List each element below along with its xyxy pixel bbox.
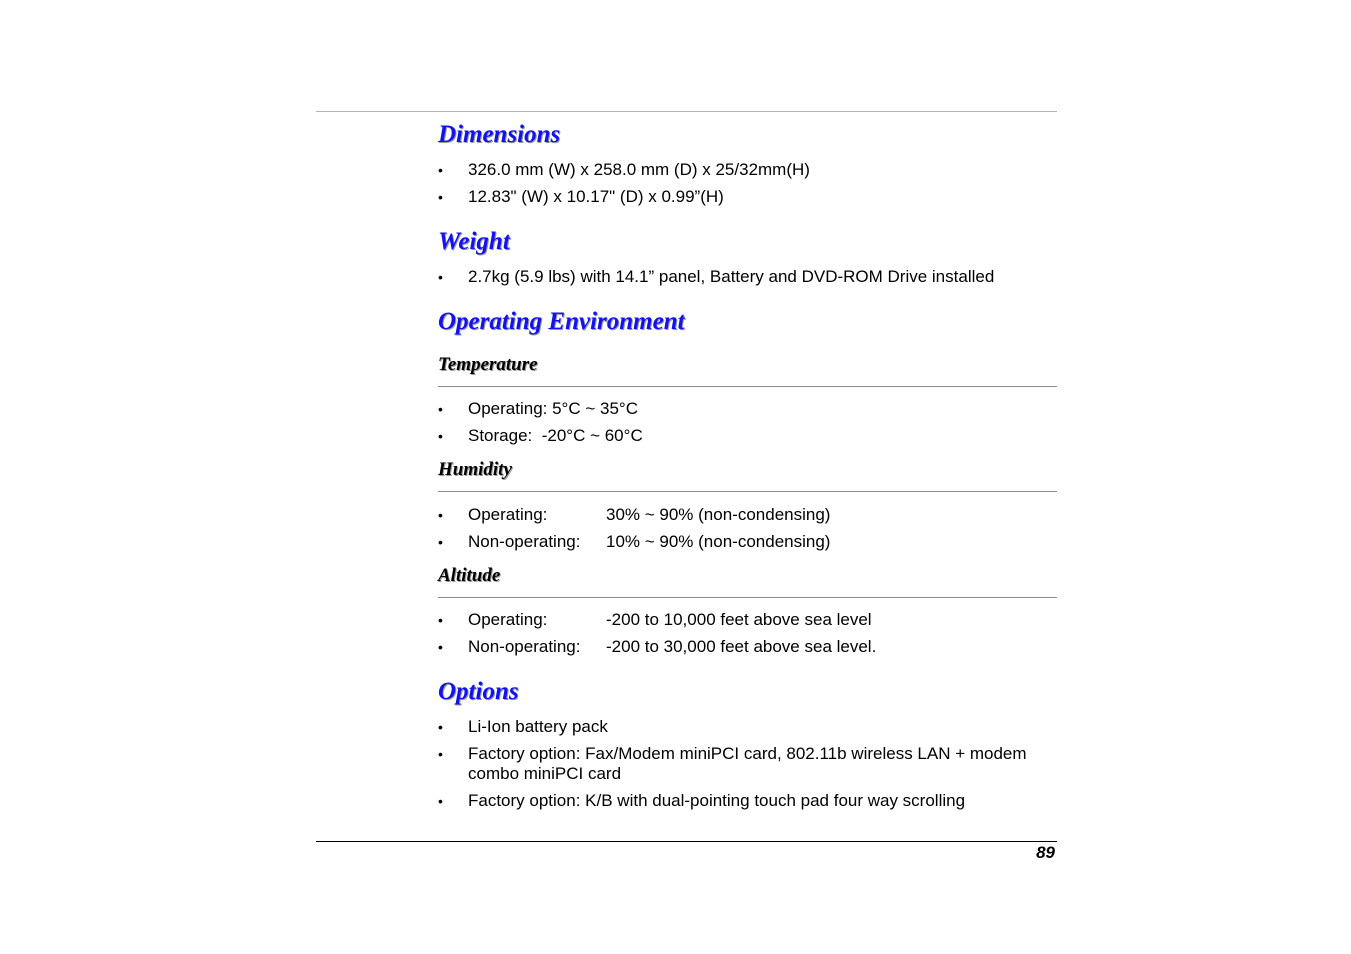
row-label: Non-operating:: [468, 637, 581, 656]
subheading-rule: [438, 597, 1057, 598]
list-item-text: 2.7kg (5.9 lbs) with 14.1” panel, Battery and DVD-ROM Drive installed: [468, 267, 995, 286]
page-number: 89: [1036, 843, 1055, 862]
footer-rule: [316, 841, 1057, 842]
row-value: -200 to 10,000 feet above sea level: [606, 610, 872, 629]
row-label: Operating:: [468, 505, 548, 524]
bullet-icon: •: [438, 507, 443, 523]
list-item-text: Operating: 5°C ~ 35°C: [468, 399, 638, 418]
row-label: Non-operating:: [468, 532, 581, 551]
bullet-icon: •: [438, 793, 443, 809]
list-item-text: Factory option: Fax/Modem miniPCI card, 802.11b wireless LAN + modem combo miniPCI card: [468, 744, 1027, 783]
bullet-icon: •: [438, 162, 443, 178]
row-value: 30% ~ 90% (non-condensing): [606, 505, 831, 524]
heading-operating-environment: Operating Environment: [438, 308, 685, 335]
row-value: -200 to 30,000 feet above sea level.: [606, 637, 877, 656]
list-item-text: [468, 610, 1028, 630]
bullet-icon: •: [438, 719, 443, 735]
heading-dimensions: Dimensions: [438, 121, 561, 148]
subheading-altitude: Altitude: [438, 565, 501, 586]
list-item-text: [468, 505, 1028, 525]
list-item-text: [468, 532, 1028, 552]
header-rule: [316, 111, 1057, 112]
bullet-icon: •: [438, 746, 443, 762]
list-item-text: Factory option: K/B with dual-pointing touch pad four way scrolling: [468, 791, 966, 810]
subheading-rule: [438, 386, 1057, 387]
bullet-icon: •: [438, 639, 443, 655]
bullet-icon: •: [438, 612, 443, 628]
row-value: 10% ~ 90% (non-condensing): [606, 532, 831, 551]
list-item-text: Li-Ion battery pack: [468, 717, 608, 736]
list-item-text: 326.0 mm (W) x 258.0 mm (D) x 25/32mm(H): [468, 160, 810, 179]
bullet-icon: •: [438, 401, 443, 417]
subheading-temperature: Temperature: [438, 354, 538, 375]
subheading-humidity: Humidity: [438, 459, 512, 480]
row-label: Operating:: [468, 610, 548, 629]
list-item-text: [468, 637, 1028, 657]
heading-options: Options: [438, 678, 519, 705]
subheading-rule: [438, 491, 1057, 492]
bullet-icon: •: [438, 534, 443, 550]
list-item-text: Storage: -20°C ~ 60°C: [468, 426, 643, 445]
bullet-icon: •: [438, 428, 443, 444]
bullet-icon: •: [438, 189, 443, 205]
heading-weight: Weight: [438, 228, 510, 255]
bullet-icon: •: [438, 269, 443, 285]
list-item-text: 12.83" (W) x 10.17" (D) x 0.99”(H): [468, 187, 724, 206]
